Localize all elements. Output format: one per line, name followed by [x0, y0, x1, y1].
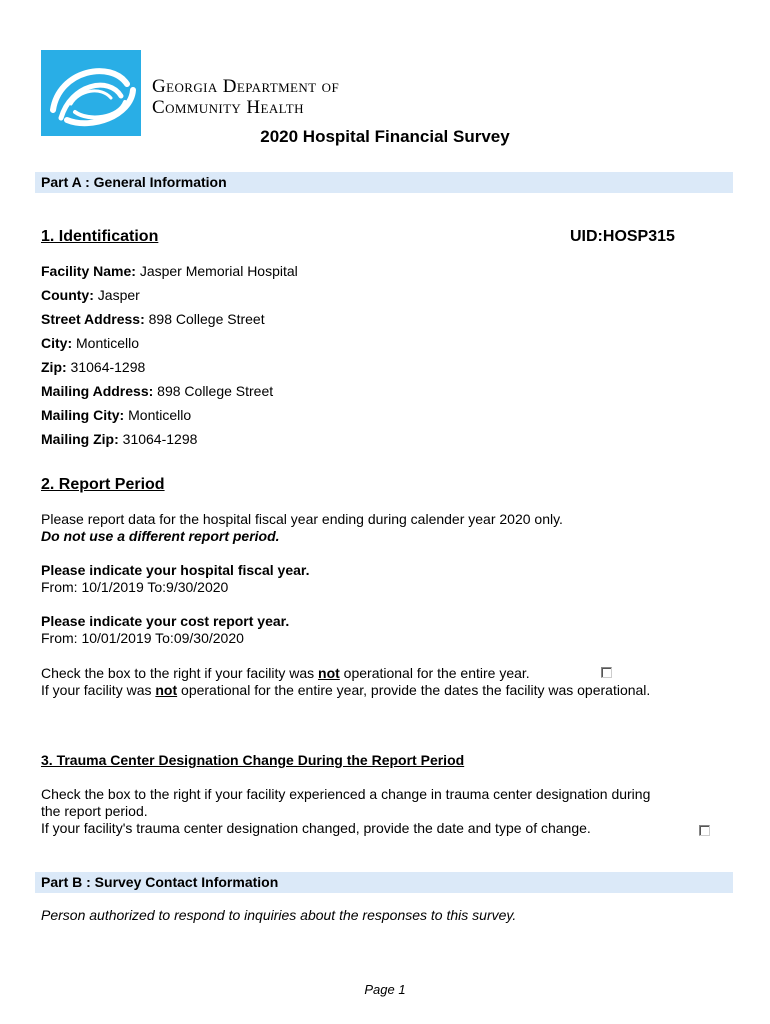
county-field: County: Jasper: [41, 287, 140, 303]
trauma-change-checkbox[interactable]: [699, 825, 710, 836]
zip-field: Zip: 31064-1298: [41, 359, 146, 375]
report-period-instruction: Please report data for the hospital fiscal year ending during calender year 2020 only.: [41, 511, 563, 527]
org-line-1: Georgia Department of: [152, 76, 340, 97]
not-operational-check-text: Check the box to the right if your facility was not operational for the entire year.: [41, 665, 530, 681]
trauma-line-1: Check the box to the right if your facility experienced a change in trauma center designation during: [41, 786, 651, 802]
trauma-line-2: the report period.: [41, 803, 148, 819]
part-b-heading: Part B : Survey Contact Information: [35, 872, 733, 893]
cost-report-value: From: 10/01/2019 To:09/30/2020: [41, 630, 244, 646]
city-field: City: Monticello: [41, 335, 140, 351]
mailing-address-field: Mailing Address: 898 College Street: [41, 383, 274, 399]
identification-heading: 1. Identification: [41, 228, 159, 245]
not-operational-dates-text: If your facility was not operational for the entire year, provide the dates the facility was operational.: [41, 682, 651, 698]
part-a-heading: Part A : General Information: [35, 172, 733, 193]
uid-label: UID:HOSP315: [570, 228, 675, 245]
org-line-2: Community Health: [152, 97, 304, 118]
not-operational-checkbox[interactable]: [601, 667, 612, 678]
fiscal-year-label: Please indicate your hospital fiscal year.: [41, 562, 310, 578]
dch-logo: [41, 50, 141, 136]
page-number: Page 1: [364, 982, 406, 997]
mailing-city-field: Mailing City: Monticello: [41, 407, 192, 423]
organization-name: [152, 76, 339, 118]
report-period-heading: 2. Report Period: [41, 476, 165, 493]
trauma-line-3: If your facility's trauma center designation changed, provide the date and type of change.: [41, 820, 591, 836]
fiscal-year-value: From: 10/1/2019 To:9/30/2020: [41, 579, 229, 595]
facility-name-field: Facility Name: Jasper Memorial Hospital: [41, 263, 298, 279]
report-period-warning: Do not use a different report period.: [41, 528, 280, 544]
cost-report-label: Please indicate your cost report year.: [41, 613, 290, 629]
trauma-heading: 3. Trauma Center Designation Change During the Report Period: [41, 752, 465, 768]
mailing-zip-field: Mailing Zip: 31064-1298: [41, 431, 198, 447]
contact-note: Person authorized to respond to inquiries about the responses to this survey.: [41, 907, 517, 923]
street-address-field: Street Address: 898 College Street: [41, 311, 265, 327]
page-title: 2020 Hospital Financial Survey: [260, 127, 510, 146]
